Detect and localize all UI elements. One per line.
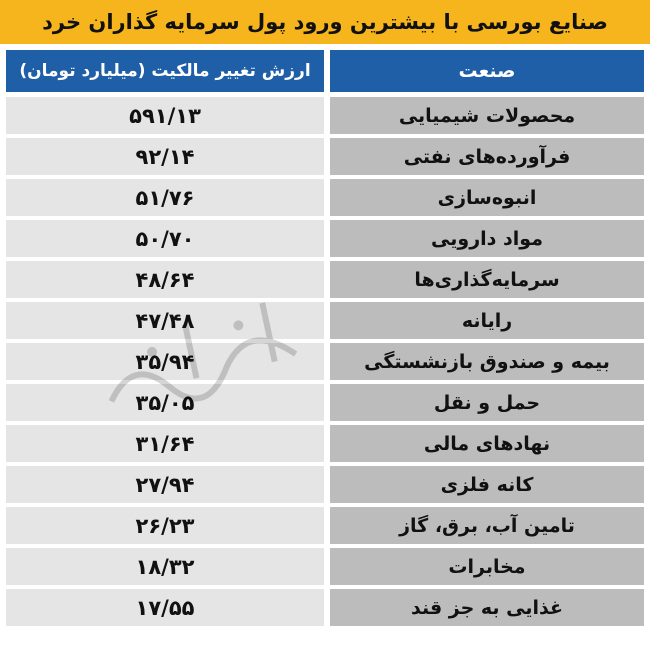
industry-cell: محصولات شیمیایی bbox=[330, 97, 644, 134]
industry-cell: سرمایه‌گذاری‌ها bbox=[330, 261, 644, 298]
table-row bbox=[6, 261, 644, 298]
table-row bbox=[6, 97, 644, 134]
table-row bbox=[6, 466, 644, 503]
table-title: صنایع بورسی با بیشترین ورود پول سرمایه گذاران خرد bbox=[42, 10, 608, 34]
industry-cell: کانه فلزی bbox=[330, 466, 644, 503]
table-row bbox=[6, 179, 644, 216]
industry-cell: مواد دارویی bbox=[330, 220, 644, 257]
value-cell: ۵۱/۷۶ bbox=[6, 179, 324, 216]
column-header-industry: صنعت bbox=[330, 50, 644, 92]
table-row bbox=[6, 548, 644, 585]
table-row bbox=[6, 425, 644, 462]
value-cell: ۴۷/۴۸ bbox=[6, 302, 324, 339]
table-row bbox=[6, 138, 644, 175]
table-row bbox=[6, 343, 644, 380]
table-header bbox=[6, 50, 644, 92]
industry-cell: نهادهای مالی bbox=[330, 425, 644, 462]
value-cell: ۵۰/۷۰ bbox=[6, 220, 324, 257]
industry-cell: غذایی به جز قند bbox=[330, 589, 644, 626]
value-cell: ۳۵/۹۴ bbox=[6, 343, 324, 380]
column-header-value: ارزش تغییر مالکیت (میلیارد تومان) bbox=[6, 50, 324, 92]
value-cell: ۱۷/۵۵ bbox=[6, 589, 324, 626]
value-cell: ۳۵/۰۵ bbox=[6, 384, 324, 421]
value-cell: ۲۶/۲۳ bbox=[6, 507, 324, 544]
value-cell: ۹۲/۱۴ bbox=[6, 138, 324, 175]
industry-cell: بیمه و صندوق بازنشستگی bbox=[330, 343, 644, 380]
table-row bbox=[6, 302, 644, 339]
title-bar bbox=[0, 0, 650, 44]
value-cell: ۱۸/۳۲ bbox=[6, 548, 324, 585]
value-cell: ۴۸/۶۴ bbox=[6, 261, 324, 298]
industry-cell: حمل و نقل bbox=[330, 384, 644, 421]
industry-cell: رایانه bbox=[330, 302, 644, 339]
value-cell: ۵۹۱/۱۳ bbox=[6, 97, 324, 134]
value-cell: ۲۷/۹۴ bbox=[6, 466, 324, 503]
table-row bbox=[6, 220, 644, 257]
table-body bbox=[6, 97, 644, 630]
table-row bbox=[6, 507, 644, 544]
table-row bbox=[6, 589, 644, 626]
table-row bbox=[6, 384, 644, 421]
industry-cell: تامین آب، برق، گاز bbox=[330, 507, 644, 544]
industry-cell: انبوه‌سازی bbox=[330, 179, 644, 216]
value-cell: ۳۱/۶۴ bbox=[6, 425, 324, 462]
industry-cell: فرآورده‌های نفتی bbox=[330, 138, 644, 175]
industry-cell: مخابرات bbox=[330, 548, 644, 585]
